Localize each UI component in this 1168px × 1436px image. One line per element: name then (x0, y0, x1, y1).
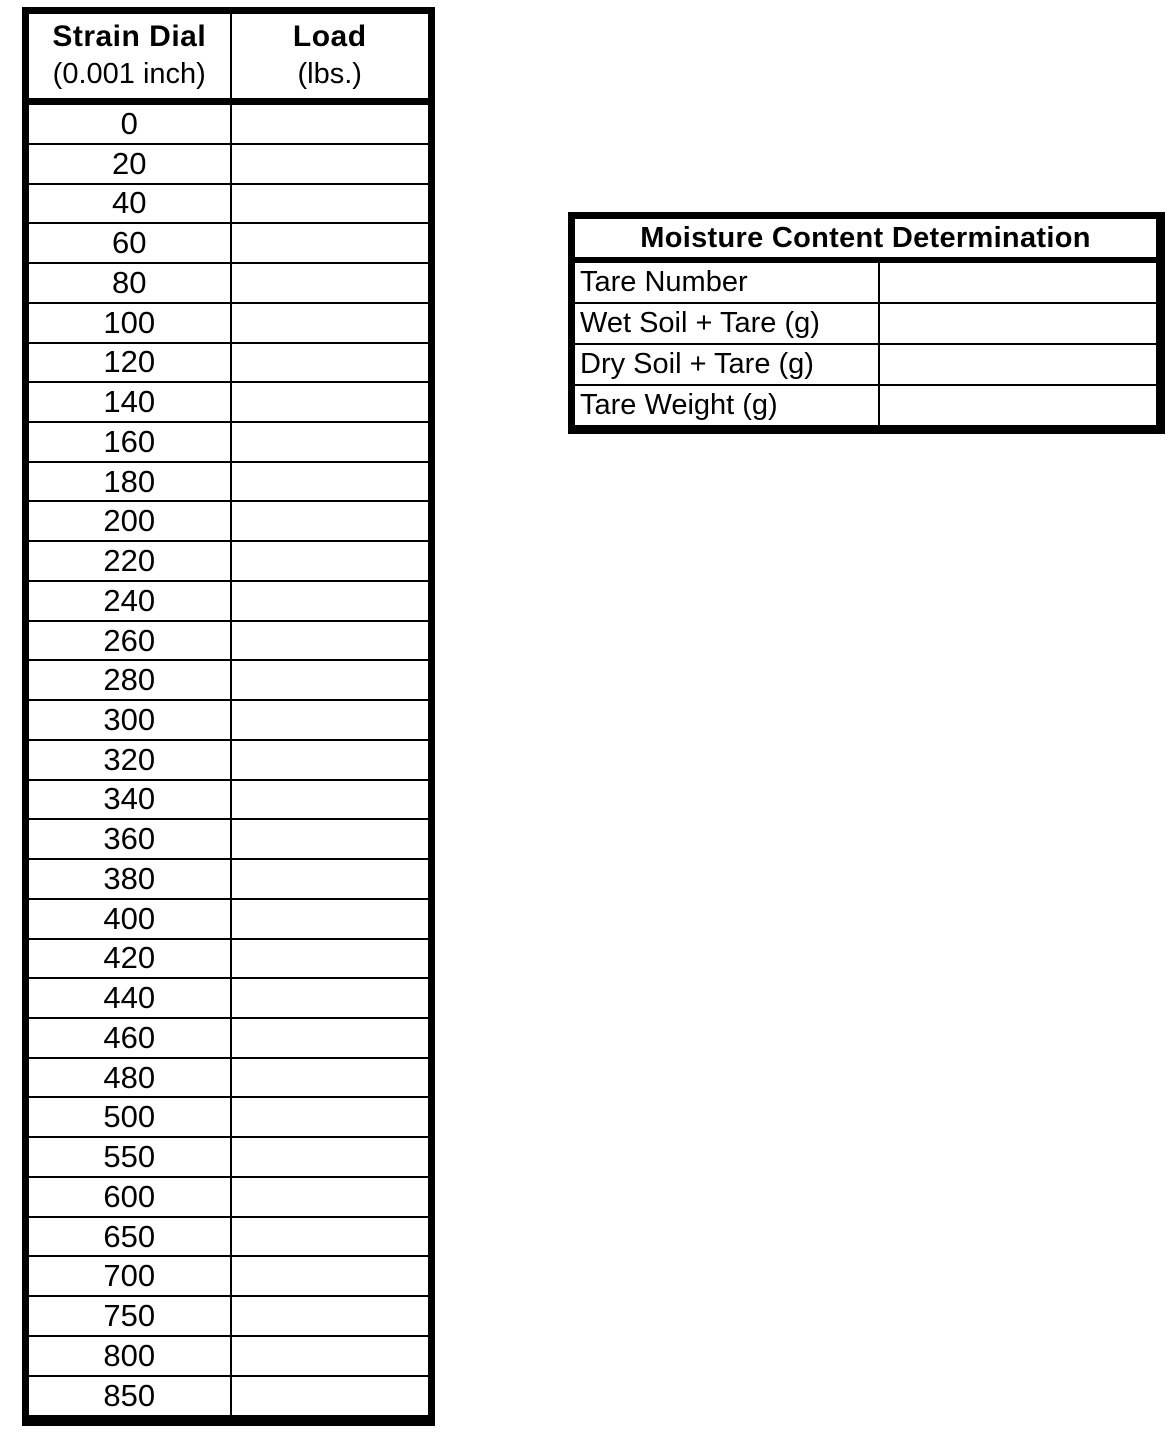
load-value-cell (231, 859, 432, 899)
strain-load-row (26, 660, 432, 700)
moisture-value-cell (879, 260, 1161, 303)
load-value-cell (231, 1217, 432, 1257)
load-units: (lbs.) (297, 58, 362, 90)
strain-load-row (26, 382, 432, 422)
strain-dial-cell: 700 (26, 1256, 231, 1296)
moisture-value-cell (879, 344, 1161, 385)
load-value-cell (231, 1137, 432, 1177)
strain-load-row (26, 102, 432, 144)
moisture-header-row (572, 216, 1161, 261)
strain-dial-cell: 320 (26, 740, 231, 780)
strain-dial-cell: 60 (26, 223, 231, 263)
load-header-cell (231, 11, 432, 102)
strain-dial-cell: 750 (26, 1296, 231, 1336)
strain-load-row (26, 343, 432, 383)
strain-dial-units: (0.001 inch) (52, 58, 206, 90)
strain-dial-cell: 550 (26, 1137, 231, 1177)
strain-load-row (26, 263, 432, 303)
strain-dial-cell: 480 (26, 1058, 231, 1098)
strain-dial-cell: 160 (26, 422, 231, 462)
strain-load-row (26, 978, 432, 1018)
strain-dial-title: Strain Dial (52, 20, 207, 53)
strain-dial-cell: 100 (26, 303, 231, 343)
strain-load-row (26, 223, 432, 263)
strain-dial-cell: 0 (26, 102, 231, 144)
strain-load-row (26, 1018, 432, 1058)
strain-load-row (26, 780, 432, 820)
moisture-label-cell: Tare Weight (g) (572, 385, 879, 430)
strain-load-row (26, 1097, 432, 1137)
load-value-cell (231, 184, 432, 224)
strain-dial-cell: 650 (26, 1217, 231, 1257)
load-value-cell (231, 422, 432, 462)
strain-load-row (26, 819, 432, 859)
load-value-cell (231, 1256, 432, 1296)
load-value-cell (231, 501, 432, 541)
strain-load-row (26, 1256, 432, 1296)
load-value-cell (231, 621, 432, 661)
moisture-row (572, 303, 1161, 344)
load-value-cell (231, 978, 432, 1018)
strain-dial-cell: 420 (26, 939, 231, 979)
strain-load-row (26, 700, 432, 740)
strain-dial-cell: 360 (26, 819, 231, 859)
load-value-cell (231, 541, 432, 581)
strain-load-row (26, 501, 432, 541)
strain-load-row (26, 621, 432, 661)
strain-dial-cell: 240 (26, 581, 231, 621)
strain-load-row (26, 899, 432, 939)
strain-dial-cell: 220 (26, 541, 231, 581)
load-value-cell (231, 1296, 432, 1336)
moisture-value-cell (879, 385, 1161, 430)
strain-load-row (26, 144, 432, 184)
load-value-cell (231, 1336, 432, 1376)
strain-load-row (26, 939, 432, 979)
strain-load-row (26, 1217, 432, 1257)
moisture-value-cell (879, 303, 1161, 344)
moisture-row (572, 344, 1161, 385)
moisture-label-cell: Tare Number (572, 260, 879, 303)
moisture-row (572, 260, 1161, 303)
strain-load-row (26, 1137, 432, 1177)
load-value-cell (231, 144, 432, 184)
load-value-cell (231, 1097, 432, 1137)
strain-dial-cell: 800 (26, 1336, 231, 1376)
load-value-cell (231, 102, 432, 144)
strain-dial-cell: 850 (26, 1376, 231, 1421)
strain-dial-cell: 180 (26, 462, 231, 502)
strain-dial-cell: 200 (26, 501, 231, 541)
strain-dial-cell: 600 (26, 1177, 231, 1217)
strain-load-row (26, 581, 432, 621)
strain-load-row (26, 1058, 432, 1098)
strain-load-row (26, 184, 432, 224)
load-value-cell (231, 899, 432, 939)
load-value-cell (231, 939, 432, 979)
strain-load-row (26, 1376, 432, 1421)
strain-dial-cell: 340 (26, 780, 231, 820)
strain-dial-cell: 440 (26, 978, 231, 1018)
load-value-cell (231, 382, 432, 422)
moisture-content-table (568, 212, 1165, 434)
load-value-cell (231, 1058, 432, 1098)
load-value-cell (231, 462, 432, 502)
strain-dial-header-cell (26, 11, 231, 102)
load-value-cell (231, 1376, 432, 1421)
strain-load-row (26, 422, 432, 462)
load-value-cell (231, 780, 432, 820)
strain-load-row (26, 740, 432, 780)
strain-dial-cell: 260 (26, 621, 231, 661)
strain-load-header-row (26, 11, 432, 102)
strain-load-table (22, 7, 435, 1426)
strain-load-row (26, 1296, 432, 1336)
load-value-cell (231, 740, 432, 780)
moisture-row (572, 385, 1161, 430)
load-value-cell (231, 700, 432, 740)
strain-dial-cell: 400 (26, 899, 231, 939)
strain-dial-cell: 280 (26, 660, 231, 700)
moisture-label-cell: Dry Soil + Tare (g) (572, 344, 879, 385)
strain-dial-cell: 460 (26, 1018, 231, 1058)
strain-dial-cell: 40 (26, 184, 231, 224)
strain-dial-cell: 120 (26, 343, 231, 383)
strain-load-row (26, 462, 432, 502)
load-value-cell (231, 819, 432, 859)
strain-load-row (26, 1177, 432, 1217)
load-value-cell (231, 223, 432, 263)
strain-load-row (26, 859, 432, 899)
load-value-cell (231, 581, 432, 621)
moisture-table-title: Moisture Content Determination (572, 216, 1161, 261)
load-value-cell (231, 660, 432, 700)
strain-dial-cell: 140 (26, 382, 231, 422)
strain-load-row (26, 541, 432, 581)
strain-load-row (26, 1336, 432, 1376)
strain-dial-cell: 300 (26, 700, 231, 740)
load-title: Load (292, 20, 367, 53)
strain-dial-cell: 20 (26, 144, 231, 184)
load-value-cell (231, 343, 432, 383)
moisture-label-cell: Wet Soil + Tare (g) (572, 303, 879, 344)
load-value-cell (231, 303, 432, 343)
load-value-cell (231, 1018, 432, 1058)
load-value-cell (231, 263, 432, 303)
strain-dial-cell: 380 (26, 859, 231, 899)
strain-dial-cell: 500 (26, 1097, 231, 1137)
load-value-cell (231, 1177, 432, 1217)
strain-dial-cell: 80 (26, 263, 231, 303)
strain-load-row (26, 303, 432, 343)
